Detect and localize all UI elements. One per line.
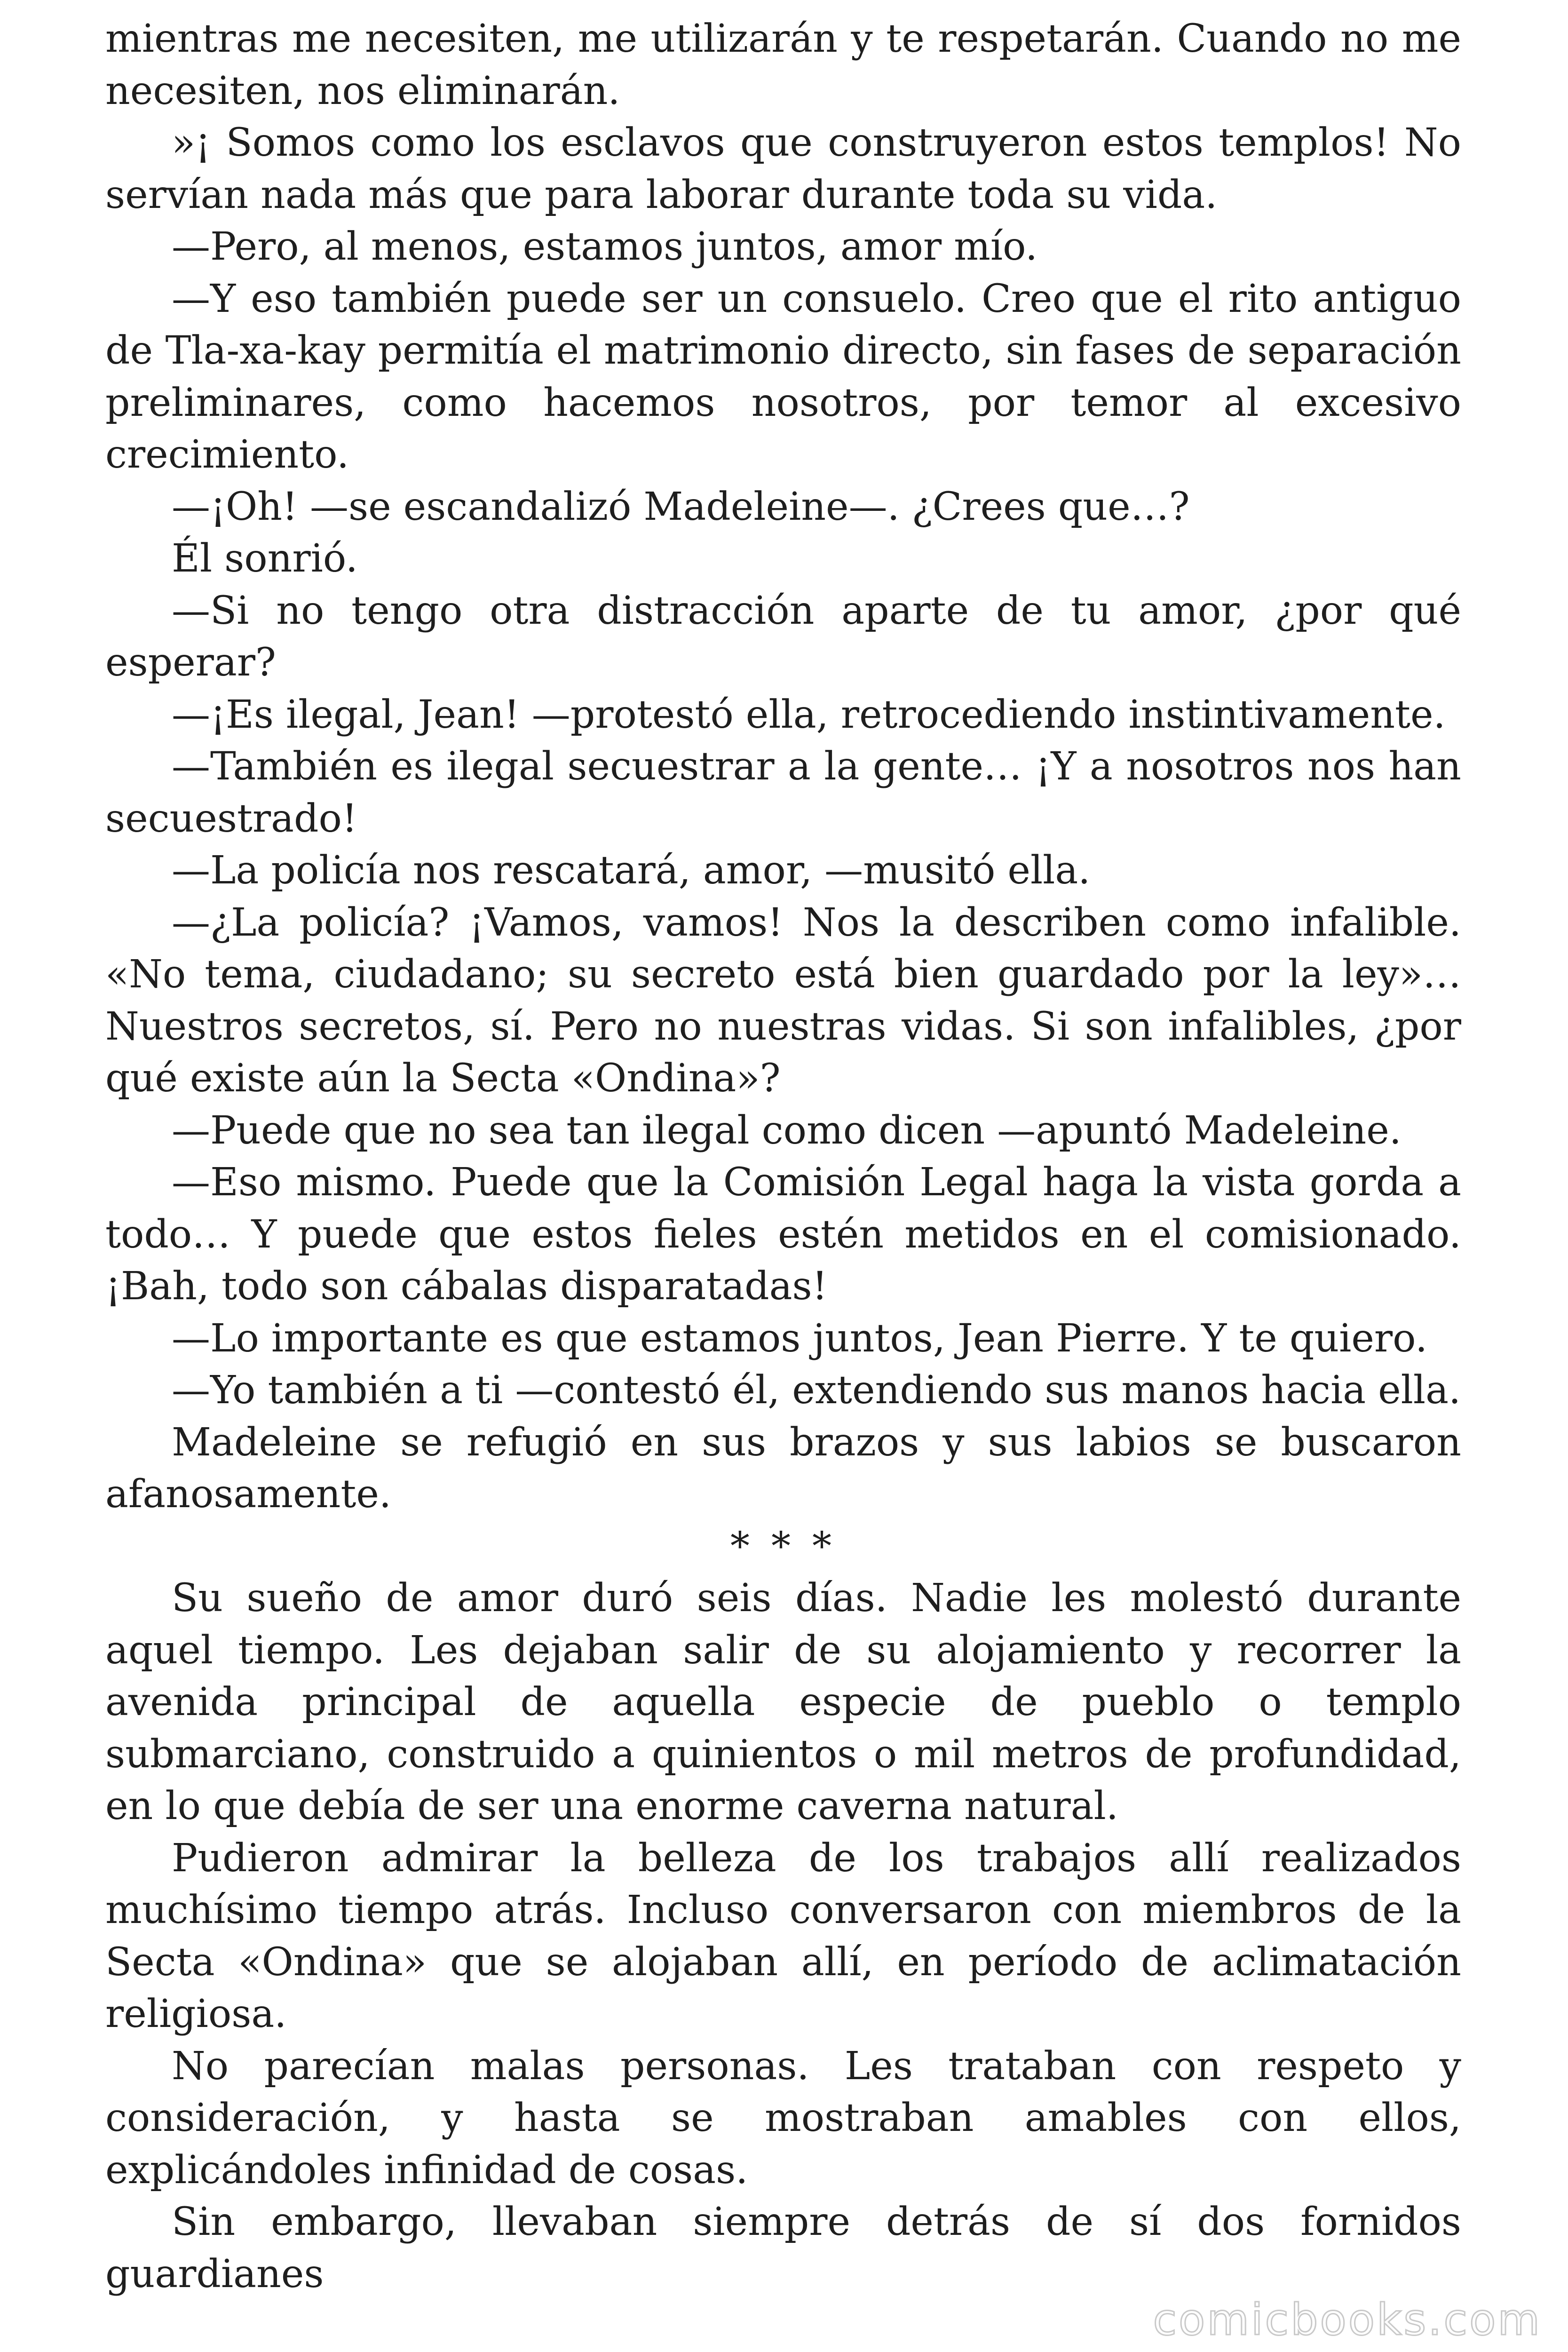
paragraph: —Lo importante es que estamos juntos, Jean Pierre. Y te quiero. <box>172 1316 1428 1361</box>
paragraph: —Y eso también puede ser un consuelo. Creo que el rito antiguo de Tla-xa-kay permitía el matrimonio directo, sin fases de separación preliminares, como hacemos nosotros, por temor al excesivo crecimiento. <box>105 276 1461 477</box>
paragraph: Él sonrió. <box>172 536 358 581</box>
paragraph: »¡ Somos como los esclavos que construyeron estos templos! No servían nada más que para laborar durante toda su vida. <box>105 120 1461 217</box>
paragraph: Sin embargo, llevaban siempre detrás de sí dos fornidos guardianes <box>105 2200 1461 2296</box>
paragraph: Su sueño de amor duró seis días. Nadie les molestó durante aquel tiempo. Les dejaban salir de su alojamiento y recorrer la avenida principal de aquella especie de pueblo o templo submarciano, construido a quinientos o mil metros de profundidad, en lo que debía de ser una enorme caverna natural. <box>105 1576 1461 1828</box>
paragraphs-after-break <box>105 1573 1461 2300</box>
paragraph: mientras me necesiten, me utilizarán y te respetarán. Cuando no me necesiten, nos eliminarán. <box>105 16 1461 113</box>
paragraph: —¡Oh! —se escandalizó Madeleine—. ¿Crees que…? <box>172 484 1190 529</box>
paragraph: —¿La policía? ¡Vamos, vamos! Nos la describen como infalible. «No tema, ciudadano; su secreto está bien guardado por la ley»… Nuestros secretos, sí. Pero no nuestras vidas. Si son infalibles, ¿por qué existe aún la Secta «Ondina»? <box>105 900 1461 1101</box>
paragraph: —Pero, al menos, estamos juntos, amor mío. <box>172 224 1038 269</box>
paragraph: Pudieron admirar la belleza de los trabajos allí realizados muchísimo tiempo atrás. Incluso conversaron con miembros de la Secta «Ondina» que se alojaban allí, en período de aclimatación religiosa. <box>105 1836 1461 2036</box>
body-text <box>105 13 1461 2300</box>
watermark-logo: comicbooks.com <box>1153 2295 1542 2345</box>
paragraph: —¡Es ilegal, Jean! —protestó ella, retrocediendo instintivamente. <box>172 692 1446 737</box>
paragraph: —Si no tengo otra distracción aparte de tu amor, ¿por qué esperar? <box>105 588 1461 685</box>
paragraph: —Yo también a ti —contestó él, extendiendo sus manos hacia ella. <box>172 1368 1461 1413</box>
paragraph: —Puede que no sea tan ilegal como dicen —apuntó Madeleine. <box>172 1108 1402 1153</box>
paragraph: Madeleine se refugió en sus brazos y sus labios se buscaron afanosamente. <box>105 1420 1461 1517</box>
paragraph: —También es ilegal secuestrar a la gente… ¡Y a nosotros nos han secuestrado! <box>105 744 1461 841</box>
paragraphs-before-break <box>105 13 1461 1521</box>
paragraph: —Eso mismo. Puede que la Comisión Legal haga la vista gorda a todo… Y puede que estos fieles estén metidos en el comisionado. ¡Bah, todo son cábalas disparatadas! <box>105 1160 1461 1309</box>
scene-break: * * * <box>730 1524 837 1569</box>
paragraph: No parecían malas personas. Les trataban con respeto y consideración, y hasta se mostraban amables con ellos, explicándoles infinidad de cosas. <box>105 2043 1461 2193</box>
paragraph: —La policía nos rescatará, amor, —musitó ella. <box>172 848 1091 893</box>
